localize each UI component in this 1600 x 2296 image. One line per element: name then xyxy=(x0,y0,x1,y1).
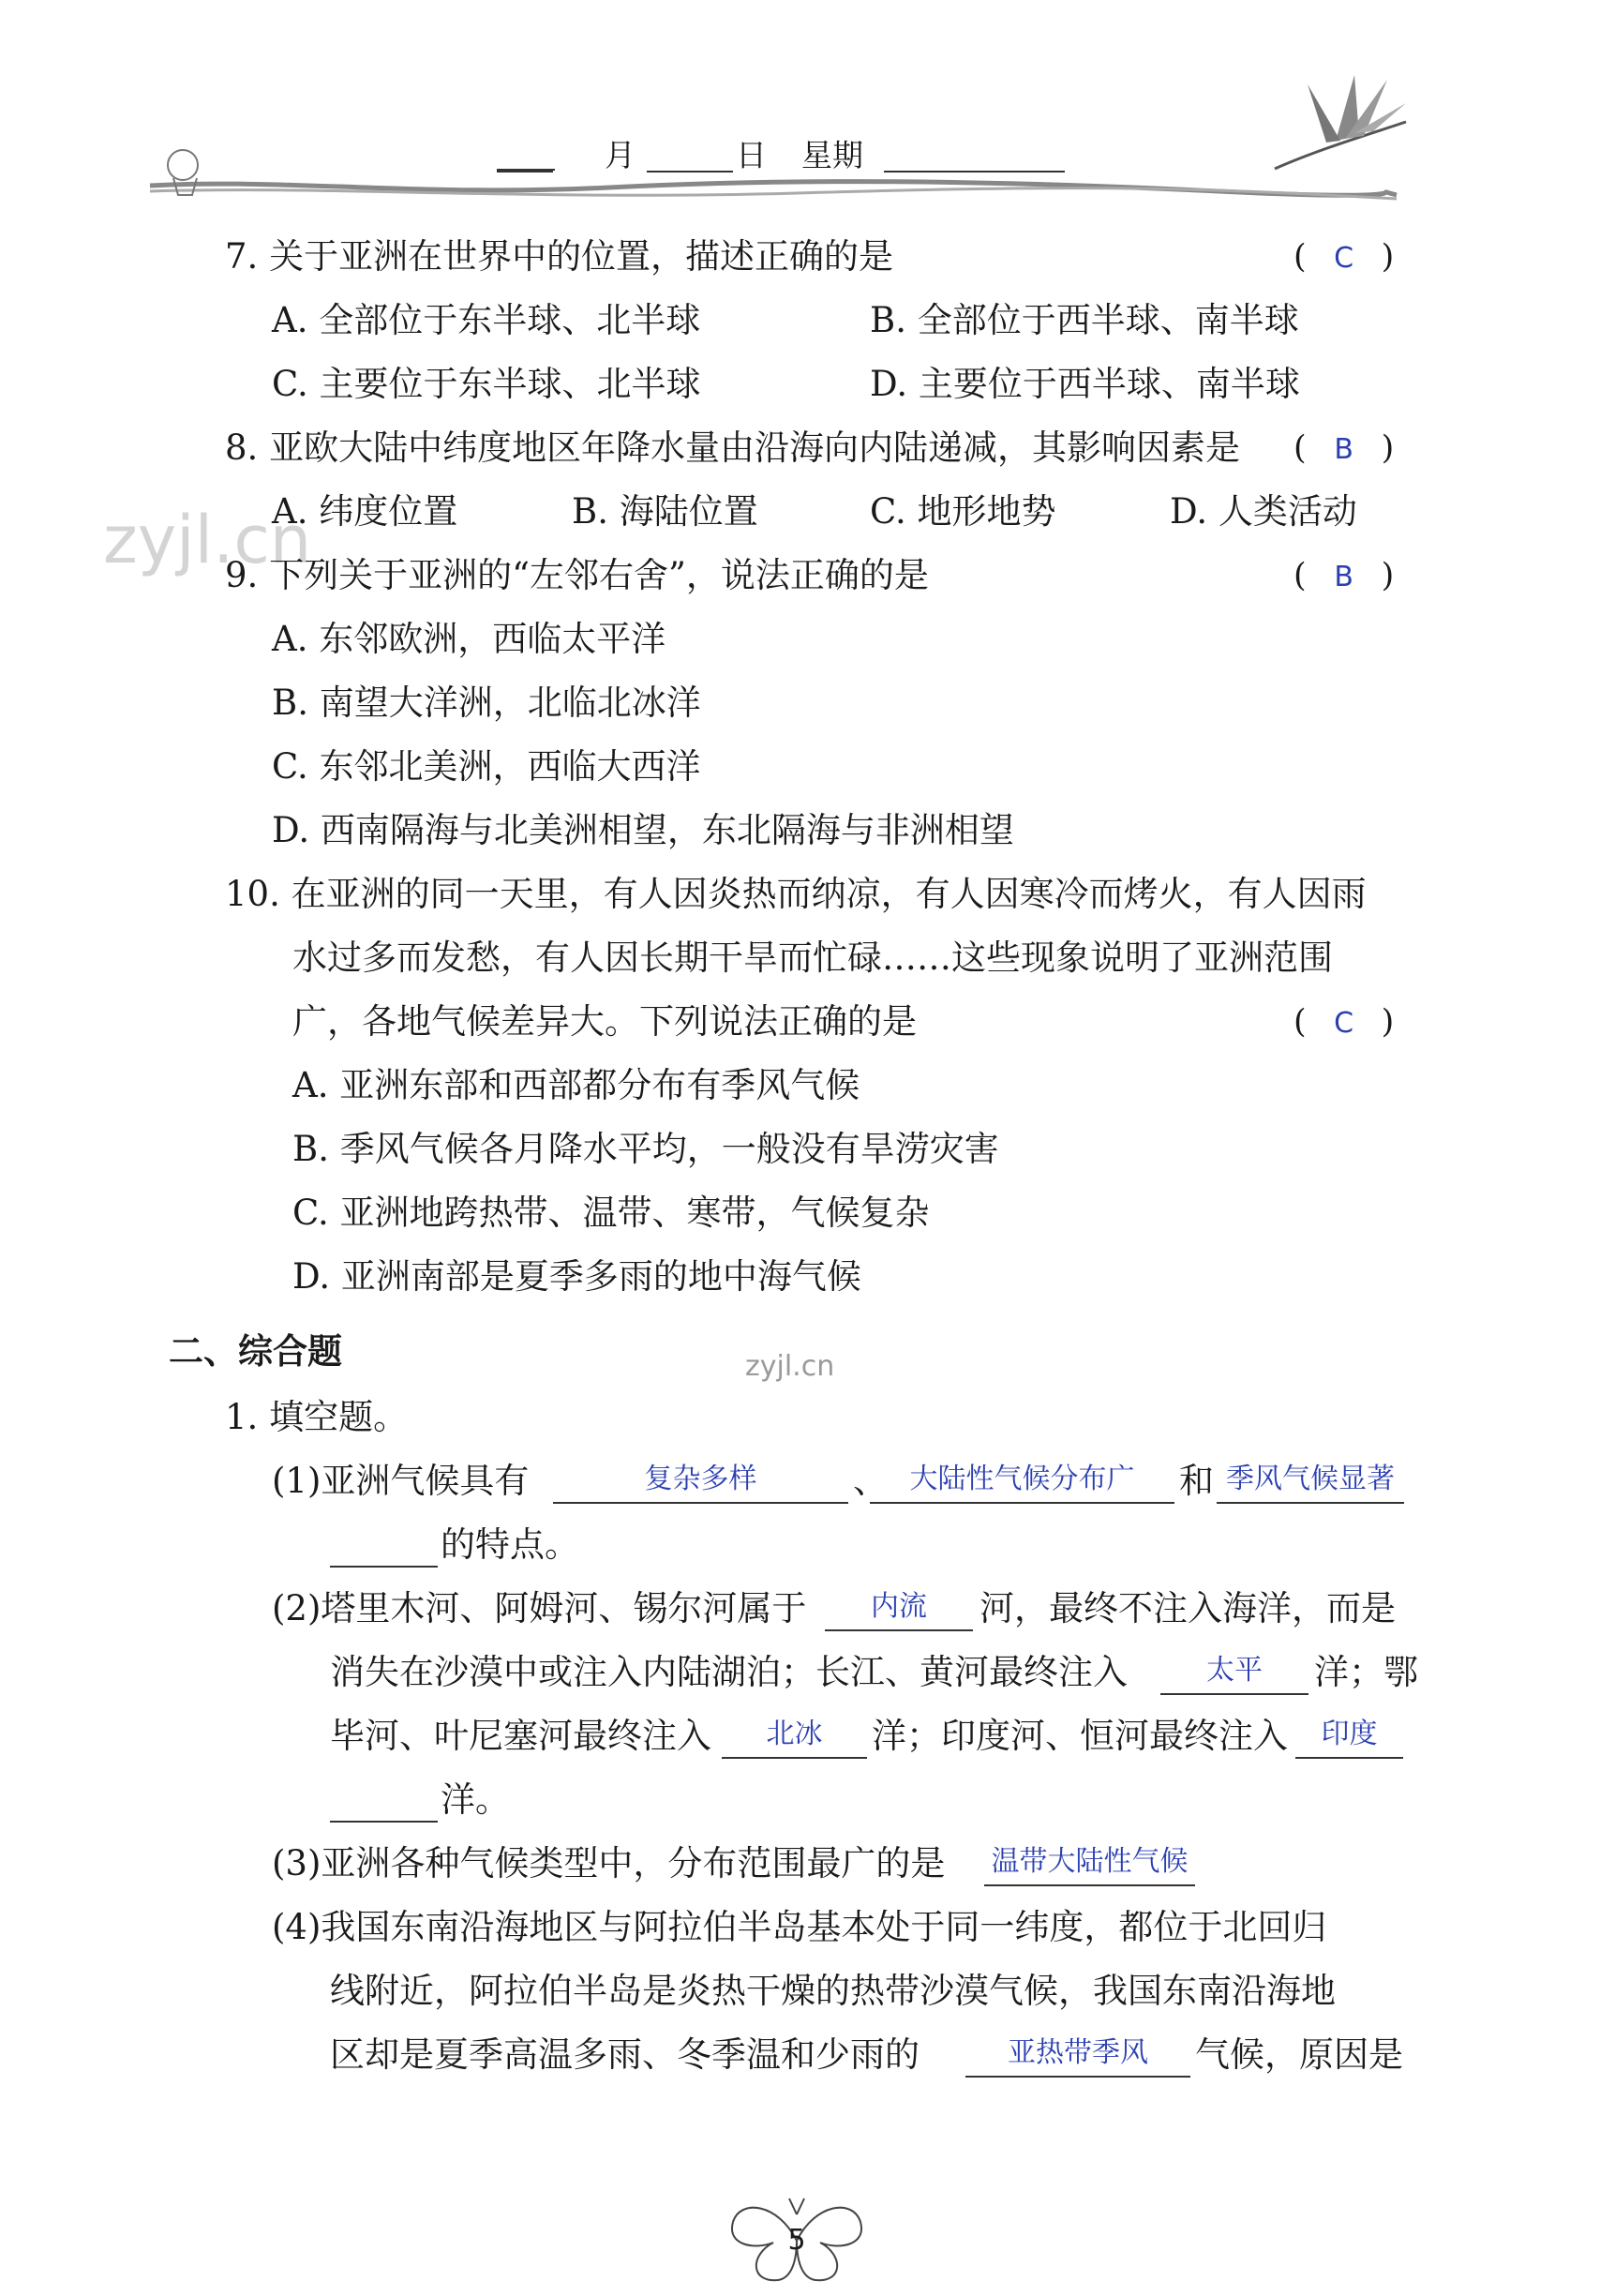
q9-option-a: A. 东邻欧洲，西临太平洋 xyxy=(272,619,666,659)
fill-p2-line3-prefix: 毕河、叶尼塞河最终注入 xyxy=(330,1716,711,1756)
bird-of-paradise-flower-icon xyxy=(1270,66,1411,178)
fill-p3-blank[interactable] xyxy=(984,1843,1195,1886)
month-label: 月 xyxy=(605,137,636,173)
q7-answer-bracket[interactable]: ( C ) xyxy=(1293,236,1406,279)
fill-p1-sep2: 和 xyxy=(1179,1461,1214,1501)
section2-title: 二、综合题 xyxy=(169,1331,342,1372)
q8-answer-bracket[interactable]: ( B ) xyxy=(1293,428,1406,471)
fill-p2-line1-prefix: (2)塔里木河、阿姆河、锡尔河属于 xyxy=(272,1588,807,1628)
q8-option-d: D. 人类活动 xyxy=(1170,491,1357,532)
fill-p2-answer1: 内流 xyxy=(871,1590,927,1623)
q10-stem-line3: 广，各地气候差异大。下列说法正确的是 xyxy=(292,1001,917,1042)
fill-p1-suffix: 的特点。 xyxy=(441,1524,579,1565)
q7-stem: 7. 关于亚洲在世界中的位置，描述正确的是 xyxy=(225,236,894,277)
fill-p2-blank4-continued[interactable] xyxy=(330,1779,438,1823)
fill-p4-line3-suffix: 气候，原因是 xyxy=(1195,2034,1403,2075)
q8-option-b: B. 海陆位置 xyxy=(572,491,758,532)
fill-p4-answer: 亚热带季风 xyxy=(1008,2036,1148,2069)
q10-stem-line2: 水过多而发愁，有人因长期干旱而忙碌……这些现象说明了亚洲范围 xyxy=(292,938,1333,978)
week-label: 星期 xyxy=(801,137,863,173)
fill-p2-blank3[interactable] xyxy=(722,1716,867,1759)
q7-option-c: C. 主要位于东半球、北半球 xyxy=(272,364,701,404)
q8-stem: 8. 亚欧大陆中纬度地区年降水量由沿海向内陆递减，其影响因素是 xyxy=(225,428,1241,468)
watermark-center: zyjl.cn xyxy=(745,1350,835,1383)
header-decoration xyxy=(141,75,1406,206)
fill-p1-answer2: 大陆性气候分布广 xyxy=(909,1463,1135,1495)
page-number: 5 xyxy=(787,2224,806,2257)
q8-option-a: A. 纬度位置 xyxy=(272,491,458,532)
fill-p2-line2-prefix: 消失在沙漠中或注入内陆湖泊；长江、黄河最终注入 xyxy=(330,1652,1128,1692)
fill-p4-blank[interactable] xyxy=(965,2034,1190,2078)
watermark-left: zyjl.cn xyxy=(103,502,312,578)
fill-p1-answer1: 复杂多样 xyxy=(644,1463,757,1495)
month-blank[interactable] xyxy=(497,133,553,173)
q10-answer-bracket[interactable]: ( C ) xyxy=(1293,1001,1406,1044)
fill-p1-blank2[interactable] xyxy=(870,1461,1174,1504)
day-label: 日 xyxy=(736,137,767,173)
fill-p2-line4-suffix: 洋。 xyxy=(441,1779,510,1820)
fill-p2-line2-suffix: 洋；鄂 xyxy=(1314,1652,1418,1692)
q7-option-b: B. 全部位于西半球、南半球 xyxy=(870,300,1299,340)
fill-p1-blank3-continued[interactable] xyxy=(330,1524,438,1568)
fill-p4-line1: (4)我国东南沿海地区与阿拉伯半岛基本处于同一纬度，都位于北回归 xyxy=(272,1907,1327,1947)
q9-answer: B xyxy=(1334,561,1353,593)
fill-p1-sep1: 、 xyxy=(853,1461,888,1501)
q10-option-d: D. 亚洲南部是夏季多雨的地中海气候 xyxy=(292,1256,861,1297)
fill-p3-prefix: (3)亚洲各种气候类型中，分布范围最广的是 xyxy=(272,1843,946,1883)
fill-p1-blank3[interactable] xyxy=(1217,1461,1404,1504)
q9-option-b: B. 南望大洋洲，北临北冰洋 xyxy=(272,683,701,723)
q9-option-c: C. 东邻北美洲，西临大西洋 xyxy=(272,746,701,787)
week-blank[interactable] xyxy=(884,133,1065,173)
q10-option-a: A. 亚洲东部和西部都分布有季风气候 xyxy=(292,1065,860,1105)
fill-p1-prefix: (1)亚洲气候具有 xyxy=(272,1461,530,1501)
fill-p2-blank2[interactable] xyxy=(1160,1652,1308,1695)
fill-p2-blank1[interactable] xyxy=(825,1588,973,1631)
q10-stem-line1: 10. 在亚洲的同一天里，有人因炎热而纳凉，有人因寒冷而烤火，有人因雨 xyxy=(225,874,1367,914)
q9-answer-bracket[interactable]: ( B ) xyxy=(1293,555,1406,598)
fill-p3-answer: 温带大陆性气候 xyxy=(991,1845,1189,1878)
fill-p4-line2: 线附近，阿拉伯半岛是炎热干燥的热带沙漠气候，我国东南沿海地 xyxy=(330,1971,1336,2011)
fill-p1-blank1[interactable] xyxy=(553,1461,848,1504)
q7-option-a: A. 全部位于东半球、北半球 xyxy=(272,300,701,340)
q10-option-b: B. 季风气候各月降水平均，一般没有旱涝灾害 xyxy=(292,1129,999,1169)
fill-p2-answer4: 印度 xyxy=(1321,1718,1378,1750)
q10-option-c: C. 亚洲地跨热带、温带、寒带，气候复杂 xyxy=(292,1193,930,1233)
q9-stem: 9. 下列关于亚洲的“左邻右舍”，说法正确的是 xyxy=(225,555,929,595)
q8-answer: B xyxy=(1334,433,1353,466)
fill-p2-blank4[interactable] xyxy=(1295,1716,1403,1759)
q8-option-c: C. 地形地势 xyxy=(870,491,1056,532)
section2-q1: 1. 填空题。 xyxy=(225,1397,409,1437)
q9-option-d: D. 西南隔海与北美洲相望，东北隔海与非洲相望 xyxy=(272,810,1014,850)
fill-p2-line3-middle: 洋；印度河、恒河最终注入 xyxy=(872,1716,1288,1756)
fill-p4-line3-prefix: 区却是夏季高温多雨、冬季温和少雨的 xyxy=(330,2034,920,2075)
fill-p1-answer3: 季风气候显著 xyxy=(1226,1463,1395,1495)
q7-option-d: D. 主要位于西半球、南半球 xyxy=(870,364,1300,404)
q10-answer: C xyxy=(1334,1007,1354,1040)
fill-p2-answer3: 北冰 xyxy=(766,1718,823,1750)
fill-p2-line1-suffix: 河，最终不注入海洋，而是 xyxy=(979,1588,1396,1628)
day-blank[interactable] xyxy=(647,133,733,173)
fill-p2-answer2: 太平 xyxy=(1206,1654,1263,1687)
q7-answer: C xyxy=(1334,242,1354,275)
